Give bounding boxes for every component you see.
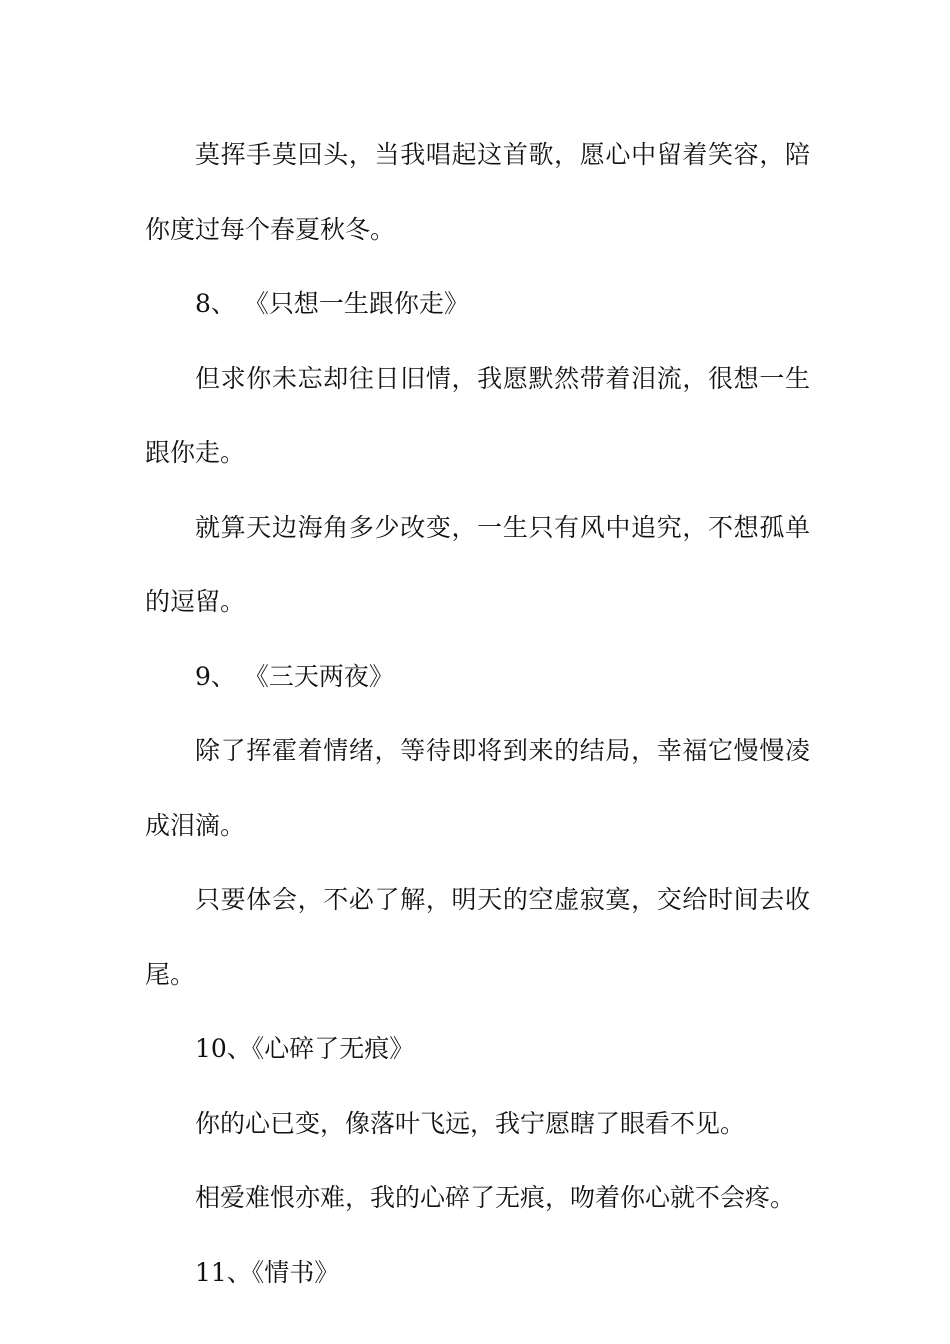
song-heading: 8、 《只想一生跟你走》 xyxy=(195,289,469,318)
lyric-paragraph: 你的心已变，像落叶飞远，我宁愿瞎了眼看不见。 xyxy=(195,1108,746,1138)
lyric-paragraph: 但求你未忘却往日旧情，我愿默然带着泪流，很想一生跟你走。 xyxy=(145,363,810,467)
lyric-paragraph: 相爱难恨亦难，我的心碎了无痕，吻着你心就不会疼。 xyxy=(195,1183,796,1212)
lyric-paragraph: 就算天边海角多少改变，一生只有风中追究，不想孤单的逗留。 xyxy=(145,512,810,616)
lyric-paragraph: 莫挥手莫回头，当我唱起这首歌，愿心中留着笑容，陪你度过每个春夏秋冬。 xyxy=(145,140,810,244)
lyric-paragraph: 只要体会，不必了解，明天的空虚寂寞，交给时间去收尾。 xyxy=(145,885,810,989)
song-heading: 11、《情书》 xyxy=(195,1257,340,1287)
song-heading: 10、《心碎了无痕》 xyxy=(195,1034,415,1063)
lyric-paragraph: 除了挥霍着情绪，等待即将到来的结局，幸福它慢慢凌成泪滴。 xyxy=(145,736,810,840)
document-body xyxy=(145,118,810,1310)
song-heading: 9、 《三天两夜》 xyxy=(195,661,394,691)
